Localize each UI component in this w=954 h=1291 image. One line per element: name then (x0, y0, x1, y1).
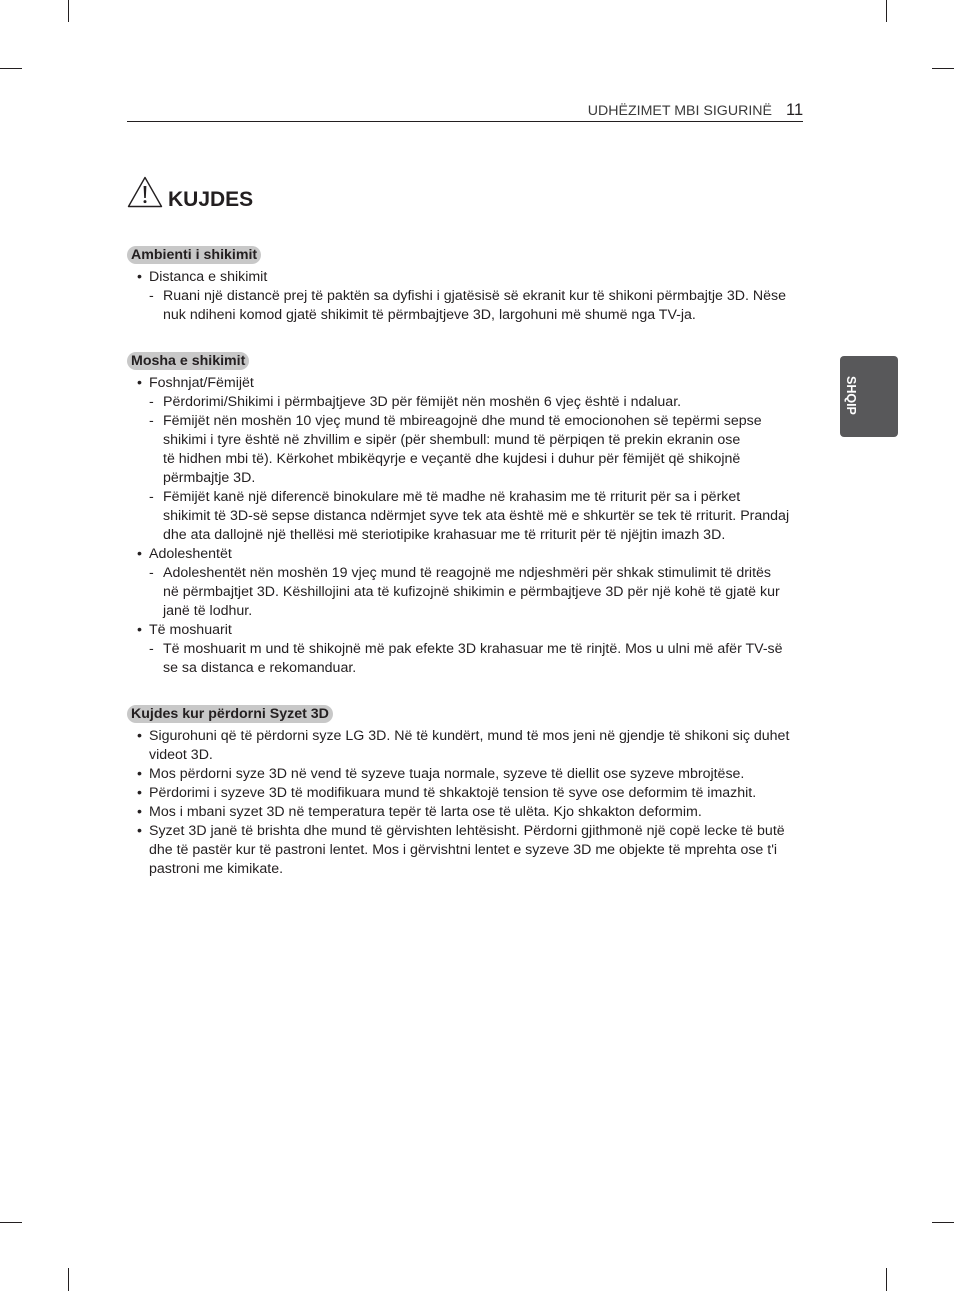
section-viewing-age (127, 352, 827, 678)
list-item: • Foshnjat/Fëmijët (127, 374, 827, 393)
bullet-list (127, 727, 827, 879)
subheading-pill: Kujdes kur përdorni Syzet 3D (127, 705, 333, 723)
sub-list-item: - Adoleshentët nën moshën 19 vjeç mund të reagojnë me ndjeshmëri për shkak stimulimit të dritës në përmbajtjet 3D. Këshillojini ata të kufizojnë shikimin e përmbajtjeve 3D për një kohë të gjatë kur janë të lodhur. (127, 564, 827, 621)
list-item: • Përdorimi i syzeve 3D të modifikuara mund të shkaktojë tension të syve ose deformim të imazhit. (127, 784, 827, 803)
crop-mark (0, 1222, 22, 1223)
list-item: • Të moshuarit (127, 621, 827, 640)
crop-mark (68, 0, 69, 22)
section-viewing-environment (127, 246, 827, 325)
subheading-pill: Mosha e shikimit (127, 352, 249, 370)
sub-list-item: - Të moshuarit m und të shikojnë më pak efekte 3D krahasuar me të rinjtë. Mos u ulni më afër TV-së se sa distanca e rekomanduar. (127, 640, 827, 678)
page-number: 11 (786, 101, 804, 119)
crop-mark (886, 1268, 887, 1291)
list-item: • Sigurohuni që të përdorni syze LG 3D. Në të kundërt, mund të mos jeni në gjendje të shikoni siç duhet videot 3D. (127, 727, 827, 765)
list-item: • Mos përdorni syze 3D në vend të syzeve tuaja normale, syzeve të diellit ose syzeve mbrojtëse. (127, 765, 827, 784)
language-tab (840, 356, 898, 437)
subheading-pill: Ambienti i shikimit (127, 246, 261, 264)
section-3d-glasses-caution (127, 705, 827, 879)
crop-mark (68, 1268, 69, 1291)
list-item: • Distanca e shikimit (127, 268, 827, 287)
warning-triangle-icon (127, 176, 163, 208)
bullet-list (127, 374, 827, 678)
crop-mark (932, 1222, 954, 1223)
running-header-title: UDHËZIMET MBI SIGURINË (587, 103, 772, 119)
list-item: • Syzet 3D janë të brishta dhe mund të gërvishten lehtësisht. Përdorni gjithmonë një copë lecke të butë dhe të pastër kur të pastroni lentet. Mos i gërvishtni lentet e syzeve 3D me objekte të mprehta ose t'i pastroni me kimikate. (127, 822, 827, 879)
crop-mark (886, 0, 887, 22)
bullet-list (127, 268, 827, 325)
sub-list-item: - Përdorimi/Shikimi i përmbajtjeve 3D për fëmijët nën moshën 6 vjeç është i ndaluar. (127, 393, 827, 412)
sub-list-item: - Ruani një distancë prej të paktën sa dyfishi i gjatësisë së ekranit kur të shikoni përmbajtje 3D. Nëse nuk ndiheni komod gjatë shikimit të përmbajtjeve 3D, largohuni më shumë nga TV-ja. (127, 287, 827, 325)
list-item: • Adoleshentët (127, 545, 827, 564)
language-tab-label: SHQIP (844, 376, 858, 415)
sub-list-item: - Fëmijët kanë një diferencë binokulare më të madhe në krahasim me të rriturit për sa i përket shikimit të 3D-së sepse distanca ndërmjet syve tek ata është më e shkurtër se tek të rriturit. Prandaj dhe ata dallojnë një thellësi më steriotipike krahasuar me të rriturit për të njëjtin imazh 3D. (127, 488, 827, 545)
crop-mark (932, 68, 954, 69)
sub-list-item: - Fëmijët nën moshën 10 vjeç mund të mbireagojnë dhe mund të emocionohen së tepërmi sepse shikimi i tyre është në zhvillim e sipër (për shembull: mund të përpiqen të prekin ekranin ose të hidhen mbi të). Kërkohet mbikëqyrje e veçantë dhe kujdesi i duhur për fëmijët që shikojnë përmbajtje 3D. (127, 412, 827, 488)
list-item: • Mos i mbani syzet 3D në temperatura tepër të larta ose të ulëta. Kjo shkakton deformim. (127, 803, 827, 822)
page-title: KUJDES (168, 188, 254, 211)
header-rule (127, 121, 803, 122)
crop-mark (0, 68, 22, 69)
